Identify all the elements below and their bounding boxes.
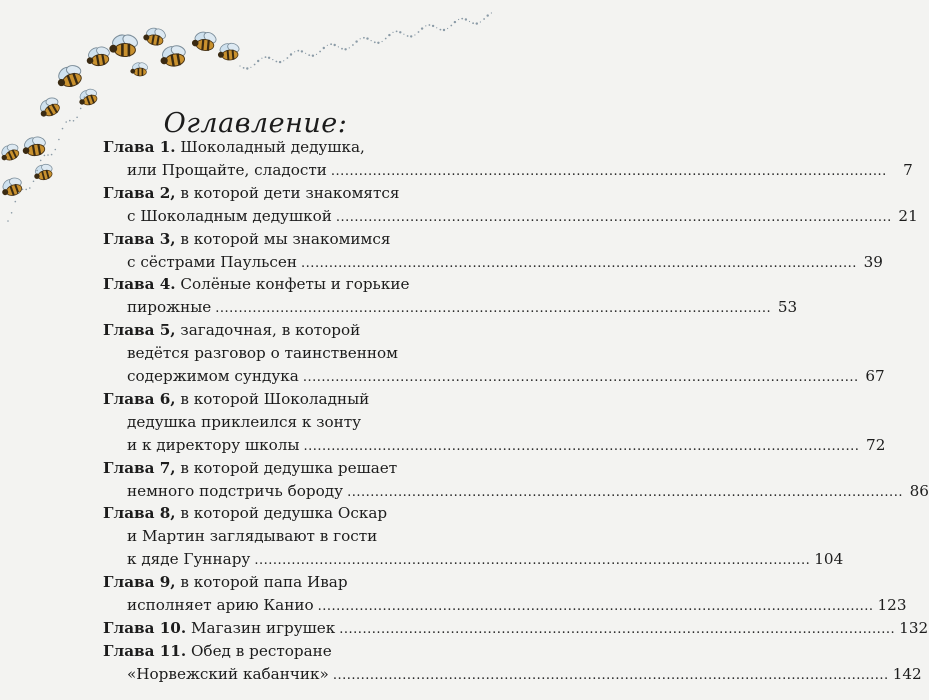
bee-icon [217,41,242,61]
chapter-title-text: «Норвежский кабанчик» [127,664,329,683]
chapter-title-line [103,181,399,205]
chapter-title-line [103,135,365,159]
flight-dot [355,40,357,42]
chapter-title-text: к дяде Гуннару [127,550,251,569]
bee-icon [191,29,218,51]
flight-dot [418,31,420,33]
flight-dot [265,56,267,58]
chapter-title-text: и Мартин заглядывают в гости [127,527,378,546]
flight-dot [344,48,346,50]
flight-dot [432,25,434,27]
chapter-label: Глава 3, [103,229,176,248]
chapter-title-text: Солёные конфеты и горькие [175,275,410,294]
flight-dot [297,50,299,52]
flight-dot [261,58,262,59]
flight-dot [22,189,24,191]
chapter-title-text: немного подстричь бороду [127,481,344,500]
page-number: 21 [898,206,918,225]
flight-dot [371,40,372,41]
flight-dot [472,22,474,24]
chapter-title-continuation [127,593,907,617]
chapter-title-text: загадочная, в которой [175,321,361,340]
chapter-title-line [103,272,409,296]
dot-leader: ........................................................................................................................ [332,667,889,683]
flight-dot [51,154,53,156]
flight-dot [476,22,478,24]
flight-dot [257,60,259,62]
chapter-title-continuation [127,410,361,434]
chapter-title-text: ведётся разговор о таинственном [127,344,398,363]
flight-dot [491,12,492,13]
flight-dot [469,21,470,22]
flight-dot [254,64,256,66]
dot-leader: ........................................................................................................................ [254,553,811,569]
chapter-label: Глава 7, [103,458,176,477]
bee-icon [84,43,113,67]
dot-leader: ........................................................................................................................ [303,438,860,454]
flight-dot [366,37,368,39]
page-number: 142 [892,664,922,683]
bee-icon [76,85,101,108]
flight-dot [290,53,292,55]
flight-dot [403,34,404,35]
flight-dot [36,170,38,172]
flight-dot [319,51,321,53]
chapter-title-line [103,639,332,663]
chapter-title-text: и к директору школы [127,435,300,454]
chapter-label: Глава 5, [103,321,176,340]
chapter-title-text: пирожные [127,298,212,317]
flight-dot [349,47,350,48]
page-number: 67 [865,367,885,385]
flight-dot [407,35,409,37]
chapter-title-continuation [127,250,883,274]
bee-icon [142,25,168,47]
chapter-label: Глава 11. [103,641,187,660]
flight-dot [396,31,398,33]
flight-dot [334,44,336,46]
flight-dot [414,34,415,35]
bee-icon [0,174,26,199]
chapter-title-text: содержимом сундука [127,367,299,385]
flight-dot [301,50,303,52]
flight-dot [276,61,278,63]
dot-leader: ........................................................................................................................ [215,301,772,317]
chapter-title-continuation [127,341,398,365]
flight-dot [461,18,463,20]
chapter-title-line [103,570,348,594]
flight-dot [44,155,46,157]
flight-dot [399,31,401,33]
chapter-title-line [103,318,360,342]
chapter-title-continuation [127,295,798,319]
flight-dot [458,19,459,20]
bee-icon [31,161,55,182]
flight-dot [352,44,354,46]
page-number: 86 [909,481,929,500]
flight-dot [360,38,361,39]
flight-dot [15,201,17,203]
page-number: 39 [863,252,883,271]
chapter-title-text: Обед в ресторане [186,641,332,660]
flight-dot [425,25,426,26]
dot-leader: ........................................................................................................................ [339,621,896,637]
flight-dot [483,18,485,20]
flight-dot [243,67,245,69]
chapter-title-line [103,456,397,480]
flight-dot [421,27,423,29]
page-number: 132 [899,618,929,637]
flight-dot [327,45,328,46]
page-number: 123 [877,596,907,614]
flight-dot [429,24,431,26]
flight-dot [287,57,289,59]
chapter-title-text: или Прощайте, сладости [127,160,327,179]
chapter-title-text: в которой дедушка решает [175,458,398,477]
flight-dot [11,212,13,214]
flight-dot [279,61,281,63]
flight-dot [40,160,42,162]
dot-leader: ........................................................................................................................ [317,599,874,614]
flight-dot [338,46,339,47]
flight-dot [246,67,248,69]
flight-dot [29,187,31,189]
flight-dot [447,28,448,29]
chapter-title-continuation [127,662,922,686]
chapter-label: Глава 1. [103,138,176,156]
chapter-title-text: исполняет арию Канио [127,596,314,614]
chapter-title-text: в которой папа Ивар [175,573,348,592]
dot-leader: ........................................................................................................................ [330,163,887,179]
flight-dot [18,192,20,194]
chapter-title-continuation [127,364,885,388]
flight-dot [382,41,383,42]
flight-dot [480,21,481,22]
chapter-title-line [103,227,390,251]
flight-dot [33,181,35,183]
flight-dot [465,18,467,20]
flight-dot [323,47,325,49]
flight-dot [25,189,27,191]
flight-dot [84,96,86,98]
chapter-title-text: Шоколадный дедушка, [175,138,365,156]
flight-dot [385,38,387,40]
chapter-title-text: в которой мы знакомимся [175,229,391,248]
toc-heading: Оглавление: [163,108,348,139]
chapter-label: Глава 6, [103,389,176,408]
page-number: 104 [814,550,844,569]
chapter-title-line [103,616,929,640]
page-number: 53 [777,298,798,317]
flight-dot [443,29,445,31]
flight-dot [330,43,332,45]
chapter-label: Глава 10. [103,618,187,637]
flight-dot [410,35,412,37]
flight-dot [308,54,310,56]
flight-dot [55,149,57,151]
flight-dot [47,154,49,156]
flight-dot [363,37,365,39]
chapter-title-continuation [127,524,377,548]
chapter-title-text: в которой дедушка Оскар [175,504,388,523]
chapter-title-continuation [127,547,844,571]
chapter-title-text: дедушка приклеился к зонту [127,412,362,431]
flight-dot [374,41,376,43]
flight-dot [440,29,442,31]
flight-dot [250,67,251,68]
flight-dot [305,53,306,54]
dot-leader: ........................................................................................................................ [302,370,859,385]
flight-dot [436,27,437,28]
flight-dot [272,59,273,60]
dot-leader: ........................................................................................................................ [335,209,892,225]
chapter-label: Глава 2, [103,183,176,202]
bee-icon [158,42,189,69]
bee-icon [109,32,139,56]
chapter-title-continuation [127,158,913,182]
flight-dot [7,220,9,222]
chapter-title-line [103,501,387,525]
flight-dot [294,51,295,52]
flight-dot [487,14,489,16]
chapter-title-continuation [127,433,886,457]
flight-dot [341,48,343,50]
flight-dot [377,42,379,44]
bee-icon [130,61,149,76]
chapter-title-text: в которой Шоколадный [175,389,370,408]
flight-dot [312,55,314,57]
flight-dot [392,32,393,33]
chapter-label: Глава 8, [103,504,176,523]
flight-dot [388,34,390,36]
flight-dot [454,21,456,23]
chapter-title-text: в которой дети знакомятся [175,183,400,202]
chapter-label: Глава 9, [103,573,176,592]
chapter-title-line [103,387,369,411]
dot-leader: ........................................................................................................................ [347,484,903,500]
chapter-title-text: Магазин игрушек [186,618,336,637]
flight-dot [450,25,452,27]
flight-dot [283,60,284,61]
dot-leader: ........................................................................................................................ [301,255,857,271]
chapter-title-text: с сёстрами Паульсен [127,252,298,271]
flight-dot [316,54,317,55]
flight-dot [268,57,270,59]
chapter-title-continuation [127,204,918,228]
page-number: 7 [903,160,913,179]
bee-icon [53,60,87,90]
page-number: 72 [866,435,886,454]
bee-icon [0,140,23,164]
chapter-title-continuation [127,479,929,503]
chapter-title-text: с Шоколадным дедушкой [127,206,332,225]
chapter-label: Глава 4. [103,275,176,294]
flight-dot [239,65,240,66]
